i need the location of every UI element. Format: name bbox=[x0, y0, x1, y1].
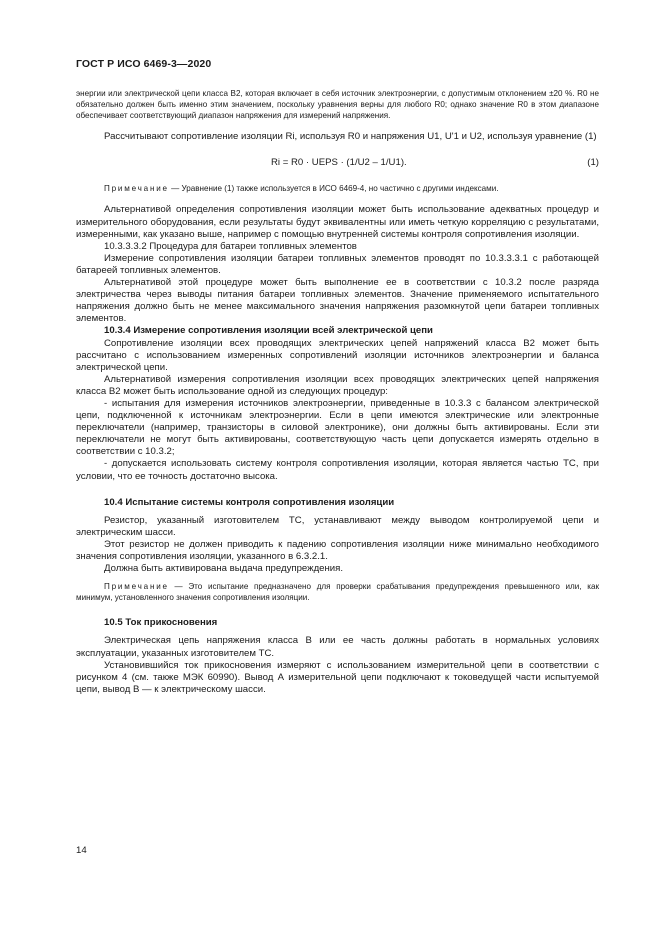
section-10-5-p1: Электрическая цепь напряжения класса В или ее часть должны работать в нормальных условиях эксплуатации, указанных изготовителем ТС. bbox=[76, 635, 599, 659]
equation-1 bbox=[76, 149, 599, 177]
alt-definition-paragraph: Альтернативой определения сопротивления изоляции может быть использование адекватных процедур и измерительного оборудования, если результаты будут эквивалентны или иметь четкую корреляцию с результатами, измеренными, как указано выше, например с помощью внутренней системы контроля сопротивления изоляции. bbox=[76, 204, 599, 240]
note-2 bbox=[76, 581, 599, 603]
section-10-5-p2: Установившийся ток прикосновения измеряют с использованием измерительной цепи в соответствии с рисунком 4 (см. также МЭК 60990). Вывод А измерительной цепи подключают к токоведущей части испытуемой цепи, вывод В — к электрическому шасси. bbox=[76, 659, 599, 695]
section-10-4-p3: Должна быть активирована выдача предупреждения. bbox=[104, 563, 344, 575]
fuel-cell-measure-paragraph: Измерение сопротивления изоляции батареи топливных элементов проводят по 10.3.3.3.1 с работающей батареей топливных элементов. bbox=[76, 252, 599, 276]
section-10-4-p2: Этот резистор не должен приводить к падению сопротивления изоляции ниже минимально необходимого значения сопротивления изоляции, указанного в 6.3.2.1. bbox=[76, 538, 599, 562]
note-1 bbox=[76, 183, 599, 194]
section-10-3-4-p1: Сопротивление изоляции всех проводящих электрических цепей напряжений класса В2 может быть рассчитано с использованием измеренных сопротивлений изоляции источников электроэнергии и баланса электрической цепи. bbox=[76, 337, 599, 373]
calc-paragraph: Рассчитывают сопротивление изоляции Ri, используя R0 и напряжения U1, U'1 и U2, используя уравнение (1) bbox=[104, 131, 597, 143]
note-2-label: Примечание bbox=[104, 582, 169, 592]
fuel-cell-alt-paragraph: Альтернативой этой процедуре может быть выполнение ее в соответствии с 10.3.2 после разряда электричества через выводы питания батареи топливных элементов. Значение применяемого испытательного напряжения должно быть не менее максимального значения напряжения разомкнутой цепи батареи топливных элементов. bbox=[76, 277, 599, 325]
note-1-text: — Уравнение (1) также используется в ИСО 6469-4, но частично с другими индексами. bbox=[168, 184, 499, 194]
section-10-3-3-3-2-title: 10.3.3.3.2 Процедура для батареи топливных элементов bbox=[104, 240, 357, 252]
equation-expression: Ri = R0 · UEPS · (1/U2 – 1/U1). bbox=[271, 157, 407, 169]
section-10-3-4-title: 10.3.4 Измерение сопротивления изоляции всей электрической цепи bbox=[104, 325, 433, 337]
section-10-3-4-item1: - испытания для измерения источников электроэнергии, приведенные в 10.3.3 с балансом электрической цепи, подключенной к источникам электроэнергии. Если в цепи имеются электрические или электронные переключатели (например, транзисторы в силовой электронике), они должны быть активированы. Если эти переключатели не могут быть активированы, соответствующую часть цепи допускается измерять отдельно в соответствии с 10.3.2; bbox=[76, 397, 599, 458]
page-number: 14 bbox=[76, 845, 87, 856]
section-10-5-title: 10.5 Ток прикосновения bbox=[104, 617, 218, 629]
page-content bbox=[76, 88, 599, 696]
section-10-4-p1: Резистор, указанный изготовителем ТС, устанавливают между выводом контролируемой цепи и электрическим шасси. bbox=[76, 514, 599, 538]
equation-number: (1) bbox=[587, 157, 599, 169]
section-10-4-title: 10.4 Испытание системы контроля сопротивления изоляции bbox=[104, 496, 395, 508]
intro-paragraph: энергии или электрической цепи класса В2, которая включает в себя источник электроэнергии, с допустимым отклонением ±20 %. R0 не обязательно должен быть именно этим значением, поскольку уравнения верны для любого R0; однако значение R0 в этом диапазоне обеспечивает соответствующий диапазон напряжения для измерений напряжения. bbox=[76, 89, 599, 121]
section-10-3-4-item2: - допускается использовать систему контроля сопротивления изоляции, которая является частью ТС, при условии, что ее точность достаточно высока. bbox=[76, 458, 599, 482]
note-1-label: Примечание bbox=[104, 184, 169, 194]
section-10-3-4-p2: Альтернативой измерения сопротивления изоляции всех проводящих электрических цепей напряжения класса В2 может быть использование одной из следующих процедур: bbox=[76, 373, 599, 397]
page-header: ГОСТ Р ИСО 6469-3—2020 bbox=[76, 58, 212, 70]
note-2-text: — Это испытание предназначено для проверки срабатывания предупреждения превышенного или, как минимум, установленного значения сопротивления изоляции. bbox=[76, 582, 599, 603]
